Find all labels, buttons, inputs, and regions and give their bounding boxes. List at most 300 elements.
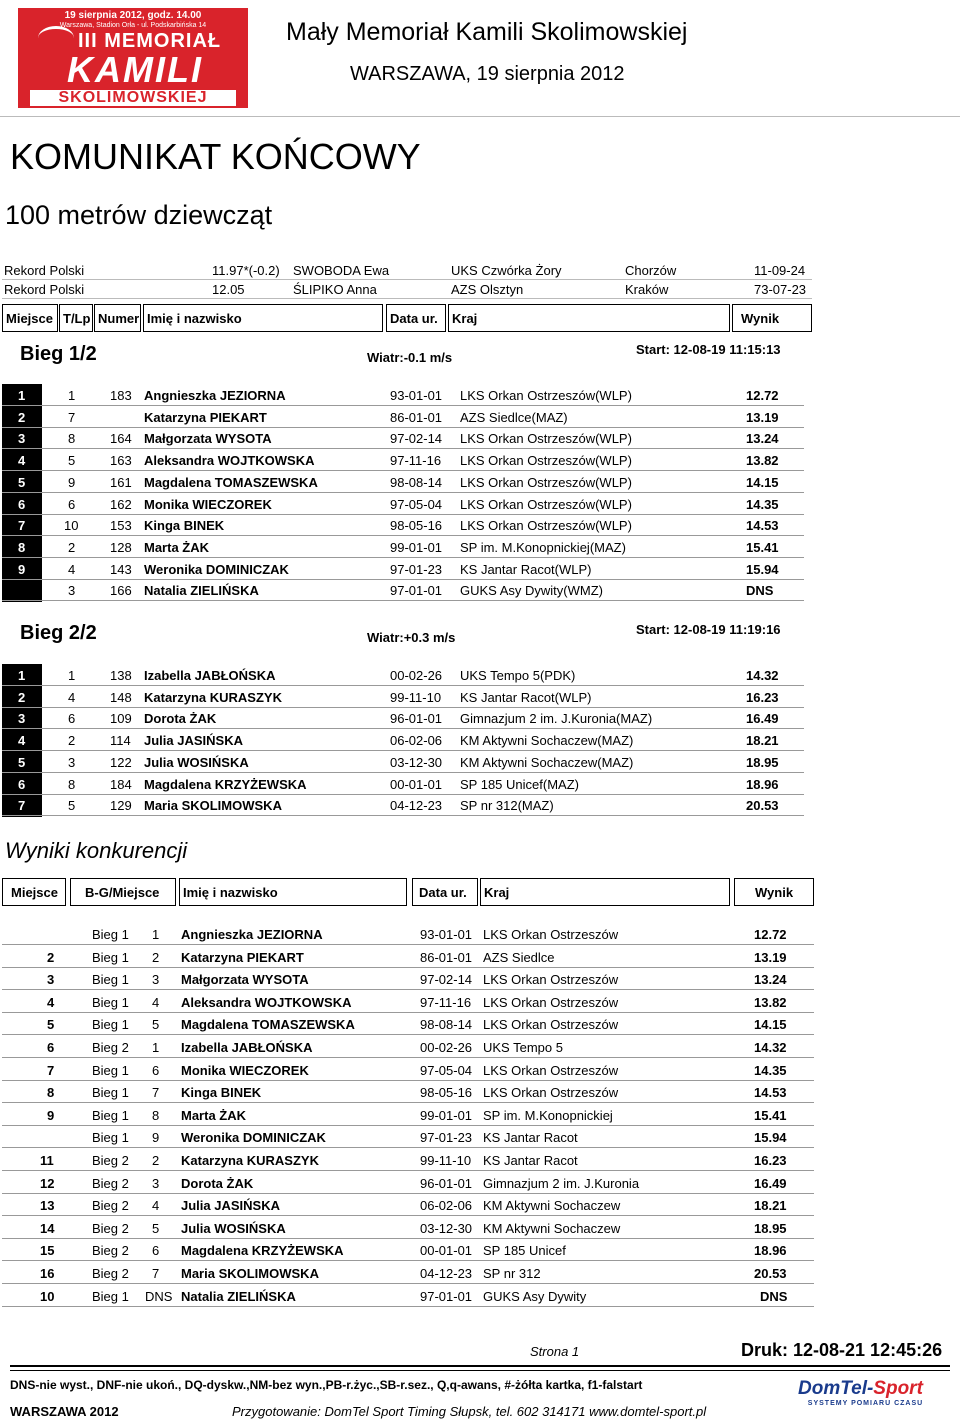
heat-place: 1 xyxy=(152,927,160,942)
heat-2-start: Start: 12-08-19 11:19:16 xyxy=(636,622,781,637)
birth-date: 97-05-04 xyxy=(390,496,443,512)
place: 7 xyxy=(18,798,26,814)
overall-place: 9 xyxy=(47,1107,55,1123)
athlete-name: Aleksandra WOJTKOWSKA xyxy=(144,453,315,469)
club: LKS Orkan Ostrzeszów(WLP) xyxy=(460,388,632,403)
table-row xyxy=(2,729,804,751)
lane: 3 xyxy=(68,583,76,599)
heat-place: 5 xyxy=(152,1017,160,1033)
club: KS Jantar Racot xyxy=(483,1153,578,1168)
lane: 8 xyxy=(68,776,76,792)
athlete-name: Julia JASIŃSKA xyxy=(181,1198,280,1214)
athlete-name: Aleksandra WOJTKOWSKA xyxy=(181,994,352,1010)
birth-date: 96-01-01 xyxy=(390,711,443,727)
table-row xyxy=(2,493,804,515)
result: 14.15 xyxy=(754,1017,787,1033)
birth-date: 04-12-23 xyxy=(420,1266,473,1281)
birth-date: 04-12-23 xyxy=(390,798,443,814)
table-row xyxy=(2,751,804,773)
header-divider xyxy=(0,116,960,117)
heat-name: Bieg 1 xyxy=(92,1130,129,1146)
birth-date: 99-01-01 xyxy=(390,539,443,555)
heat-name: Bieg 2 xyxy=(92,1220,129,1236)
club: LKS Orkan Ostrzeszów xyxy=(483,994,619,1010)
table-row xyxy=(2,1125,814,1148)
heat-place: 7 xyxy=(152,1266,160,1281)
heat-name: Bieg 1 xyxy=(92,1017,129,1033)
logo-date: 19 sierpnia 2012, godz. 14.00 xyxy=(64,10,202,21)
record-city: Chorzów xyxy=(625,263,677,278)
runner-icon xyxy=(38,26,74,50)
table-row xyxy=(2,1238,814,1261)
memorial-logo xyxy=(18,8,248,108)
club: SP im. M.Konopnickiej xyxy=(483,1107,613,1123)
bib-number: 128 xyxy=(110,539,132,555)
birth-date: 03-12-30 xyxy=(420,1220,473,1236)
lane: 1 xyxy=(68,668,76,683)
heat-name: Bieg 1 xyxy=(92,972,129,988)
birth-date: 97-05-04 xyxy=(420,1062,473,1078)
result: 13.24 xyxy=(746,431,779,447)
table-row xyxy=(2,794,804,816)
col-name: Imię i nazwisko xyxy=(143,304,383,332)
result: 18.21 xyxy=(746,733,779,749)
bib-number: 161 xyxy=(110,474,132,490)
heat-name: Bieg 2 xyxy=(92,1243,129,1259)
heat-name: Bieg 1 xyxy=(92,1062,129,1078)
club: UKS Tempo 5(PDK) xyxy=(460,668,576,683)
club: LKS Orkan Ostrzeszów(WLP) xyxy=(460,453,632,469)
birth-date: 97-02-14 xyxy=(420,972,473,988)
record-label: Rekord Polski xyxy=(4,263,85,278)
heat-place: 2 xyxy=(152,1153,160,1168)
bib-number: 129 xyxy=(110,798,132,814)
result: 14.15 xyxy=(746,474,779,490)
logo-memorial: III MEMORIAŁ xyxy=(78,30,222,52)
result: DNS xyxy=(760,1288,788,1304)
table-row xyxy=(2,536,804,558)
athlete-name: Izabella JABŁOŃSKA xyxy=(181,1040,313,1055)
result: 14.35 xyxy=(754,1062,787,1078)
heat-name: Bieg 1 xyxy=(92,1107,129,1123)
athlete-name: Monika WIECZOREK xyxy=(144,496,272,512)
heat-name: Bieg 2 xyxy=(92,1198,129,1214)
athlete-name: Dorota ŻAK xyxy=(181,1175,254,1191)
summary-col-bg: B-G/Miejsce xyxy=(70,878,176,906)
place: 8 xyxy=(18,539,26,555)
print-timestamp: Druk: 12-08-21 12:45:26 xyxy=(741,1340,943,1360)
birth-date: 97-01-23 xyxy=(420,1130,473,1146)
result: 16.49 xyxy=(754,1175,787,1191)
birth-date: 99-11-10 xyxy=(420,1153,472,1168)
heat-place: 4 xyxy=(152,1198,160,1214)
heat-name: Bieg 2 xyxy=(92,1153,129,1168)
domtel-logo xyxy=(788,1378,943,1410)
table-row xyxy=(2,558,804,580)
result: 18.21 xyxy=(754,1198,787,1214)
lane: 4 xyxy=(68,689,76,705)
table-row xyxy=(2,1148,814,1171)
overall-place: 4 xyxy=(47,994,55,1010)
result: 15.94 xyxy=(746,561,779,577)
lane: 2 xyxy=(68,539,76,555)
record-date: 11-09-24 xyxy=(754,263,806,278)
heat-place: 8 xyxy=(152,1107,160,1123)
heat-place: 6 xyxy=(152,1243,160,1259)
club: GUKS Asy Dywity xyxy=(483,1288,587,1304)
heat-place: 3 xyxy=(152,1175,160,1191)
athlete-name: Katarzyna KURASZYK xyxy=(181,1153,319,1168)
summary-col-name: Imię i nazwisko xyxy=(179,878,407,906)
club: KM Aktywni Sochaczew xyxy=(483,1198,621,1214)
birth-date: 00-01-01 xyxy=(420,1243,473,1259)
summary-col-miejsce: Miejsce xyxy=(2,878,66,906)
col-wynik: Wynik xyxy=(732,304,812,332)
result: 12.72 xyxy=(754,927,787,942)
athlete-name: Marta ŻAK xyxy=(144,539,210,555)
table-row xyxy=(2,384,804,406)
club: SP nr 312(MAZ) xyxy=(460,798,554,814)
table-row xyxy=(2,686,804,708)
heat-place: 2 xyxy=(152,949,160,965)
result: 13.19 xyxy=(754,949,787,965)
table-row xyxy=(2,1193,814,1216)
overall-place: 2 xyxy=(47,949,55,965)
overall-place: 13 xyxy=(40,1198,55,1214)
club: KM Aktywni Sochaczew(MAZ) xyxy=(460,754,634,770)
overall-place: 3 xyxy=(47,972,55,988)
record-result: 12.05 xyxy=(212,282,245,297)
heat-place: 3 xyxy=(152,972,160,988)
place: 3 xyxy=(18,431,26,447)
place: 5 xyxy=(18,474,26,490)
athlete-name: Angnieszka JEZIORNA xyxy=(181,927,323,942)
place: 7 xyxy=(18,518,26,534)
result: 15.41 xyxy=(746,539,779,555)
table-row xyxy=(2,1284,814,1307)
result: 13.19 xyxy=(746,409,779,425)
lane: 5 xyxy=(68,798,76,814)
heat-place: 9 xyxy=(152,1130,160,1146)
record-result: 11.97*(-0.2) xyxy=(212,263,280,278)
athlete-name: Dorota ŻAK xyxy=(144,711,217,727)
birth-date: 93-01-01 xyxy=(390,388,443,403)
domtel-brand-b: Sport xyxy=(873,1378,923,1399)
athlete-name: Julia WOSIŃSKA xyxy=(181,1220,286,1236)
overall-place: 7 xyxy=(47,1062,55,1078)
table-row xyxy=(2,773,804,795)
footer-divider-thin xyxy=(10,1370,950,1371)
athlete-name: Magdalena KRZYŻEWSKA xyxy=(144,776,307,792)
heat-place: 7 xyxy=(152,1085,160,1101)
athlete-name: Izabella JABŁOŃSKA xyxy=(144,668,276,683)
result: 16.23 xyxy=(754,1153,787,1168)
birth-date: 98-08-14 xyxy=(420,1017,473,1033)
heat-2-wind: Wiatr:+0.3 m/s xyxy=(367,630,456,645)
athlete-name: Magdalena KRZYŻEWSKA xyxy=(181,1243,344,1259)
result: 18.95 xyxy=(754,1220,787,1236)
table-row xyxy=(2,967,814,990)
heat-name: Bieg 1 xyxy=(92,1085,129,1101)
club: SP 185 Unicef xyxy=(483,1243,566,1259)
result: 13.82 xyxy=(754,994,787,1010)
athlete-name: Małgorzata WYSOTA xyxy=(144,431,272,447)
overall-place: 8 xyxy=(47,1085,55,1101)
athlete-name: Kinga BINEK xyxy=(181,1085,262,1101)
table-row xyxy=(2,471,804,493)
record-name: ŚLIPIKO Anna xyxy=(293,282,377,297)
athlete-name: Monika WIECZOREK xyxy=(181,1062,309,1078)
result: 18.96 xyxy=(754,1243,787,1259)
heat-name: Bieg 1 xyxy=(92,994,129,1010)
table-row xyxy=(2,1216,814,1239)
club: UKS Tempo 5 xyxy=(483,1040,563,1055)
birth-date: 00-02-26 xyxy=(390,668,443,683)
logo-kamili: KAMILI xyxy=(67,49,203,90)
table-row xyxy=(2,990,814,1013)
result: 20.53 xyxy=(746,798,779,814)
club: KS Jantar Racot(WLP) xyxy=(460,561,592,577)
athlete-name: Katarzyna PIEKART xyxy=(181,949,304,965)
club: LKS Orkan Ostrzeszów xyxy=(483,1085,619,1101)
result: 14.53 xyxy=(746,518,779,534)
overall-place: 11 xyxy=(40,1153,54,1168)
athlete-name: Magdalena TOMASZEWSKA xyxy=(181,1017,355,1033)
result: 15.41 xyxy=(754,1107,787,1123)
lane: 4 xyxy=(68,561,76,577)
athlete-name: Julia WOSIŃSKA xyxy=(144,754,249,770)
result: 15.94 xyxy=(754,1130,787,1146)
overall-place: 16 xyxy=(40,1266,55,1281)
domtel-tagline: SYSTEMY POMIARU CZASU xyxy=(807,1400,924,1407)
domtel-brand-a: DomTel- xyxy=(798,1378,874,1399)
birth-date: 03-12-30 xyxy=(390,754,443,770)
athlete-name: Magdalena TOMASZEWSKA xyxy=(144,474,318,490)
lane: 8 xyxy=(68,431,76,447)
club: GUKS Asy Dywity(WMZ) xyxy=(460,583,603,599)
overall-place: 15 xyxy=(40,1243,55,1259)
heat-place: 1 xyxy=(152,1040,160,1055)
lane: 5 xyxy=(68,453,76,469)
result: 16.23 xyxy=(746,689,779,705)
overall-place: 12 xyxy=(40,1175,55,1191)
club: LKS Orkan Ostrzeszów xyxy=(483,927,619,942)
birth-date: 00-01-01 xyxy=(390,776,443,792)
club: AZS Siedlce(MAZ) xyxy=(460,409,568,425)
record-club: AZS Olsztyn xyxy=(451,282,524,297)
result: 18.95 xyxy=(746,754,779,770)
table-row xyxy=(2,945,814,968)
overall-place: 14 xyxy=(40,1220,55,1236)
bib-number: 138 xyxy=(110,668,132,683)
birth-date: 97-02-14 xyxy=(390,431,443,447)
bib-number: 109 xyxy=(110,711,132,727)
lane: 9 xyxy=(68,474,76,490)
bib-number: 122 xyxy=(110,754,132,770)
bib-number: 184 xyxy=(110,776,132,792)
club: AZS Siedlce xyxy=(483,949,555,965)
heat-place: 5 xyxy=(152,1220,160,1236)
athlete-name: Weronika DOMINICZAK xyxy=(181,1130,326,1146)
athlete-name: Maria SKOLIMOWSKA xyxy=(181,1266,319,1281)
summary-col-kraj: Kraj xyxy=(480,878,730,906)
col-numer: Numer xyxy=(94,304,141,332)
lane: 10 xyxy=(64,518,79,534)
heat-name: Bieg 1 xyxy=(92,1288,129,1304)
athlete-name: Katarzyna KURASZYK xyxy=(144,689,282,705)
birth-date: 98-05-16 xyxy=(390,518,443,534)
heat-2-title: Bieg 2/2 xyxy=(20,622,97,644)
birth-date: 93-01-01 xyxy=(420,927,473,942)
club: SP nr 312 xyxy=(483,1266,541,1281)
result: 14.35 xyxy=(746,496,779,512)
birth-date: 97-11-16 xyxy=(420,994,472,1010)
table-row xyxy=(2,707,804,729)
heat-name: Bieg 1 xyxy=(92,949,129,965)
athlete-name: Angnieszka JEZIORNA xyxy=(144,388,286,403)
table-row xyxy=(2,427,804,449)
birth-date: 00-02-26 xyxy=(420,1040,473,1055)
col-tlp: T/Lp xyxy=(59,304,93,332)
table-row xyxy=(2,1171,814,1194)
bib-number: 166 xyxy=(110,583,132,599)
athlete-name: Maria SKOLIMOWSKA xyxy=(144,798,282,814)
summary-col-dob: Data ur. xyxy=(412,878,478,906)
club: Gimnazjum 2 im. J.Kuronia(MAZ) xyxy=(460,711,653,727)
lane: 6 xyxy=(68,496,76,512)
table-row xyxy=(2,1012,814,1035)
bib-number: 164 xyxy=(110,431,132,447)
overall-place: 10 xyxy=(40,1288,55,1304)
lane: 2 xyxy=(68,733,76,749)
footer-divider xyxy=(10,1365,950,1367)
birth-date: 97-01-01 xyxy=(390,583,443,599)
bib-number: 143 xyxy=(110,561,132,577)
club: LKS Orkan Ostrzeszów xyxy=(483,1062,619,1078)
athlete-name: Weronika DOMINICZAK xyxy=(144,561,289,577)
result: 12.72 xyxy=(746,388,779,403)
place: 6 xyxy=(18,496,26,512)
birth-date: 97-01-01 xyxy=(420,1288,473,1304)
club: LKS Orkan Ostrzeszów xyxy=(483,1017,619,1033)
bib-number: 183 xyxy=(110,388,132,403)
result: 16.49 xyxy=(746,711,779,727)
result: 14.32 xyxy=(746,668,779,683)
heat-name: Bieg 2 xyxy=(92,1040,129,1055)
birth-date: 98-08-14 xyxy=(390,474,443,490)
club: LKS Orkan Ostrzeszów xyxy=(483,972,619,988)
table-row xyxy=(2,579,804,601)
birth-date: 99-01-01 xyxy=(420,1107,473,1123)
place: 1 xyxy=(18,668,26,683)
birth-date: 06-02-06 xyxy=(420,1198,473,1214)
bib-number: 163 xyxy=(110,453,132,469)
birth-date: 86-01-01 xyxy=(420,949,473,965)
table-row xyxy=(2,1080,814,1103)
club: KS Jantar Racot xyxy=(483,1130,578,1146)
result: DNS xyxy=(746,583,774,599)
athlete-name: Katarzyna PIEKART xyxy=(144,409,267,425)
place: 6 xyxy=(18,776,26,792)
record-row xyxy=(2,261,812,280)
birth-date: 86-01-01 xyxy=(390,409,443,425)
competition-title: 100 metrów dziewcząt xyxy=(5,200,273,230)
domtel-brand xyxy=(798,1378,923,1400)
lane: 7 xyxy=(68,409,76,425)
logo-skolimowskiej: SKOLIMOWSKIEJ xyxy=(30,90,236,106)
record-city: Kraków xyxy=(625,282,669,297)
club: KM Aktywni Sochaczew(MAZ) xyxy=(460,733,634,749)
heat-1-start: Start: 12-08-19 11:15:13 xyxy=(636,342,781,357)
record-row xyxy=(2,280,812,299)
athlete-name: Marta ŻAK xyxy=(181,1107,247,1123)
birth-date: 99-11-10 xyxy=(390,689,442,705)
bib-number: 148 xyxy=(110,689,132,705)
table-row xyxy=(2,922,814,945)
heat-1-wind: Wiatr:-0.1 m/s xyxy=(367,350,453,365)
record-club: UKS Czwórka Żory xyxy=(451,263,562,278)
table-row xyxy=(2,1103,814,1126)
heat-name: Bieg 1 xyxy=(92,927,129,942)
heat-place: 4 xyxy=(152,994,160,1010)
athlete-name: Natalia ZIELIŃSKA xyxy=(144,583,259,599)
bib-number: 153 xyxy=(110,518,132,534)
table-row xyxy=(2,1058,814,1081)
heat-1-title: Bieg 1/2 xyxy=(20,343,97,365)
result: 18.96 xyxy=(746,776,779,792)
club: SP im. M.Konopnickiej(MAZ) xyxy=(460,539,626,555)
result: 13.82 xyxy=(746,453,779,469)
table-row xyxy=(2,514,804,536)
place: 2 xyxy=(18,689,26,705)
result: 13.24 xyxy=(754,972,787,988)
logo-venue: Warszawa, Stadion Orła - ul. Podskarbińska 14 xyxy=(59,22,207,29)
place: 9 xyxy=(18,561,26,577)
club: LKS Orkan Ostrzeszów(WLP) xyxy=(460,496,632,512)
event-title: Mały Memoriał Kamili Skolimowskiej xyxy=(286,18,688,46)
club: Gimnazjum 2 im. J.Kuronia xyxy=(483,1175,640,1191)
col-miejsce: Miejsce xyxy=(2,304,58,332)
timing-credits: Przygotowanie: DomTel Sport Timing Słupsk, tel. 602 314171 www.domtel-sport.pl xyxy=(232,1404,707,1419)
athlete-name: Małgorzata WYSOTA xyxy=(181,972,309,988)
table-row xyxy=(2,1035,814,1058)
birth-date: 06-02-06 xyxy=(390,733,443,749)
athlete-name: Natalia ZIELIŃSKA xyxy=(181,1288,296,1304)
summary-col-wynik: Wynik xyxy=(734,878,814,906)
result: 20.53 xyxy=(754,1266,787,1281)
place: 3 xyxy=(18,711,26,727)
birth-date: 98-05-16 xyxy=(420,1085,473,1101)
heat-name: Bieg 2 xyxy=(92,1175,129,1191)
table-row xyxy=(2,664,804,686)
lane: 3 xyxy=(68,754,76,770)
club: LKS Orkan Ostrzeszów(WLP) xyxy=(460,431,632,447)
place: 4 xyxy=(18,733,26,749)
page-title: KOMUNIKAT KOŃCOWY xyxy=(10,136,421,177)
place: 4 xyxy=(18,453,26,469)
summary-title: Wyniki konkurencji xyxy=(5,838,188,863)
club: LKS Orkan Ostrzeszów(WLP) xyxy=(460,518,632,534)
table-row xyxy=(2,449,804,471)
heat-place: 6 xyxy=(152,1062,160,1078)
birth-date: 97-11-16 xyxy=(390,453,442,469)
record-label: Rekord Polski xyxy=(4,282,85,297)
page-number: Strona 1 xyxy=(530,1344,580,1359)
overall-place: 6 xyxy=(47,1040,55,1055)
bib-number: 114 xyxy=(110,733,131,749)
club: SP 185 Unicef(MAZ) xyxy=(460,776,579,792)
bib-number: 162 xyxy=(110,496,132,512)
